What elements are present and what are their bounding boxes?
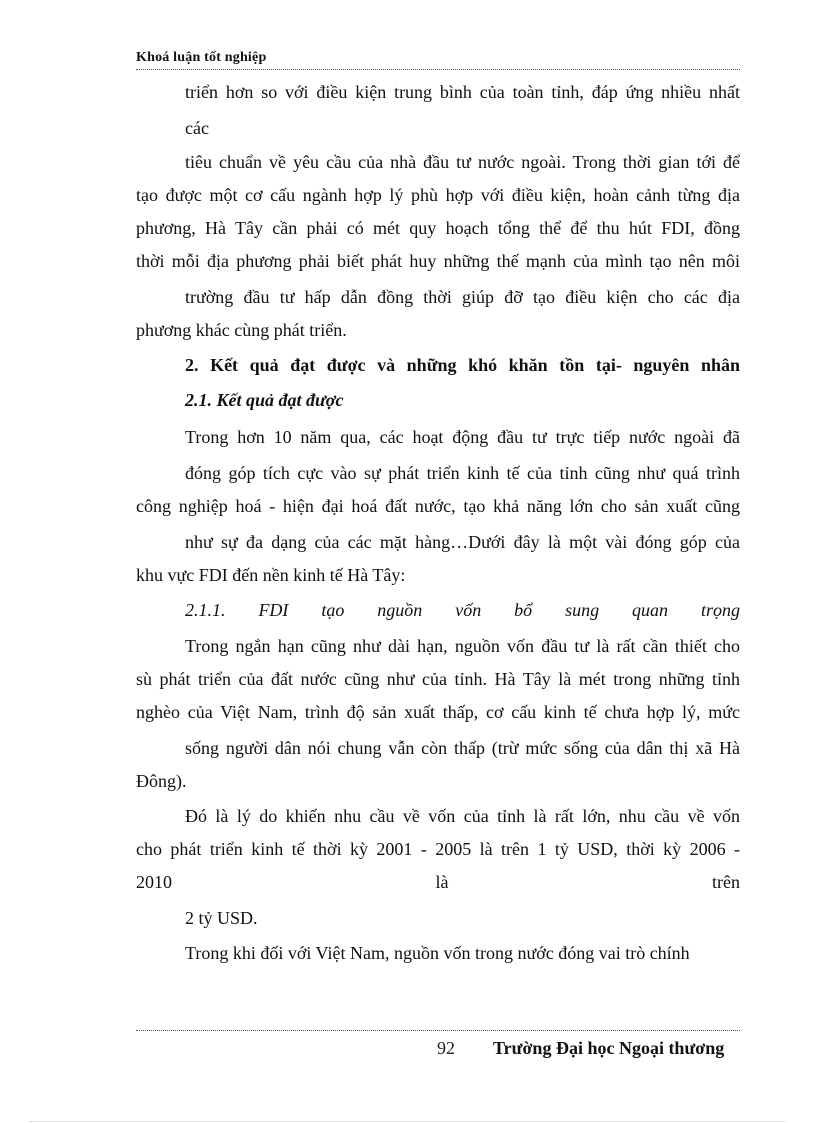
word: trên [712,872,740,892]
paragraph-line: phương khác cùng phát triển. [136,320,347,340]
page-edge-rule [30,1121,786,1122]
paragraph-line: triển hơn so với điều kiện trung bình của toàn tỉnh, đáp ứng nhiều nhất [185,82,740,102]
footer-school-name: Trường Đại học Ngoại thương [493,1038,725,1058]
page-header-title: Khoá luận tốt nghiệp [136,50,267,65]
paragraph-line: trường đầu tư hấp dẫn đồng thời giúp đỡ tạo điều kiện cho các địa [185,287,740,307]
paragraph-line: 2 tỷ USD. [185,908,258,928]
paragraph-line: nghèo của Việt Nam, trình độ sản xuất thấp, cơ cấu kinh tế chưa hợp lý, mức [136,702,740,722]
paragraph-line: Trong khi đối với Việt Nam, nguồn vốn trong nước đóng vai trò chính [185,943,690,963]
paragraph-line: tạo được một cơ cấu ngành hợp lý phù hợp với điều kiện, hoàn cảnh từng địa [136,185,740,205]
paragraph-line: sù phát triển của đất nước cũng như của tỉnh. Hà Tây là mét trong những tỉnh [136,669,740,689]
paragraph-line: thời mỗi địa phương phải biết phát huy những thế mạnh của mình tạo nên môi [136,251,740,271]
paragraph-line: Trong hơn 10 năm qua, các hoạt động đầu tư trực tiếp nước ngoài đã [185,427,740,447]
section-heading-2-1-1: 2.1.1. FDI tạo nguồn vốn bổ sung quan trọng [185,600,740,620]
paragraph-line: sống người dân nói chung vẫn còn thấp (trừ mức sống của dân thị xã Hà [185,738,740,758]
paragraph-line: đóng góp tích cực vào sự phát triển kinh tế của tỉnh cũng như quá trình [185,463,740,483]
paragraph-line: như sự đa dạng của các mặt hàng…Dưới đây là một vài đóng góp của [185,532,740,552]
section-heading-2: 2. Kết quả đạt được và những khó khăn tồn tại- nguyên nhân [185,355,740,375]
word: là [435,872,449,892]
header-rule [136,69,740,70]
paragraph-line: khu vực FDI đến nền kinh tế Hà Tây: [136,565,406,585]
section-heading-2-1: 2.1. Kết quả đạt được [185,390,344,410]
paragraph-line: Trong ngắn hạn cũng như dài hạn, nguồn vốn đầu tư là rất cần thiết cho [185,636,740,656]
paragraph-line: Đó là lý do khiến nhu cầu về vốn của tỉnh là rất lớn, nhu cầu về vốn [185,806,740,826]
page-number: 92 [437,1038,455,1058]
paragraph-line: tiêu chuẩn về yêu cầu của nhà đầu tư nước ngoài. Trong thời gian tới để [185,152,740,172]
paragraph-line: Đông). [136,771,187,791]
paragraph-line: các [185,118,209,138]
paragraph-line [136,870,740,894]
word: 2010 [136,872,172,892]
paragraph-line: công nghiệp hoá - hiện đại hoá đất nước, tạo khả năng lớn cho sản xuất cũng [136,496,740,516]
paragraph-line: cho phát triển kinh tế thời kỳ 2001 - 2005 là trên 1 tỷ USD, thời kỳ 2006 - [136,839,740,859]
paragraph-line: phương, Hà Tây cần phải có mét quy hoạch tổng thể để thu hút FDI, đồng [136,218,740,238]
footer-rule [136,1030,740,1031]
